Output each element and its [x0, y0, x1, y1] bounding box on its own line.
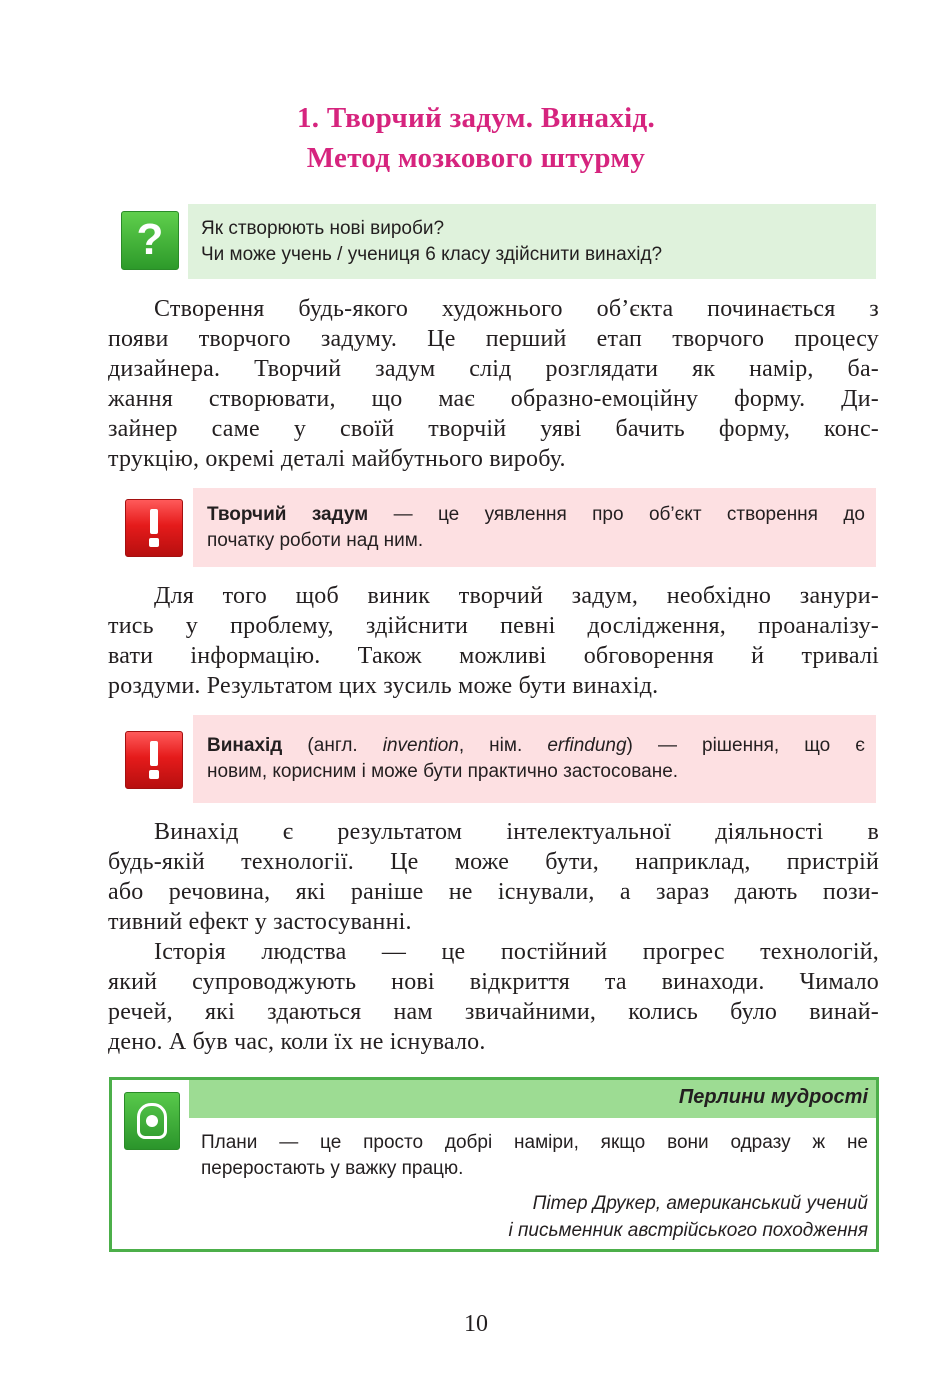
paragraph-line: речей, які здаються нам звичайними, колись було винай-: [108, 999, 879, 1025]
paragraph-line: трукцію, окремі деталі майбутнього виробу.: [108, 446, 566, 472]
definition-text: ) — рішення, що є: [626, 735, 865, 756]
paragraph-line: тивний ефект у застосуванні.: [108, 909, 412, 935]
paragraph-line: жання створювати, що має образно-емоційну форму. Ди-: [108, 386, 879, 412]
page-title: [0, 98, 952, 178]
paragraph-line: будь-якій технології. Це може бути, наприклад, пристрій: [108, 849, 879, 875]
paragraph-line: Історія людства — це постійний прогрес технологій,: [154, 939, 879, 965]
definition-text: , нім.: [458, 735, 548, 756]
paragraph-line: дизайнера. Творчий задум слід розглядати як намір, ба-: [108, 356, 879, 382]
paragraph-line: вати інформацію. Також можливі обговорення й тривалі: [108, 643, 879, 669]
wisdom-box-heading: Перлини мудрості: [678, 1086, 868, 1108]
german-term: erfindung: [547, 735, 627, 756]
paragraph-4: [108, 937, 879, 1057]
question-line-2: Чи може учень / учениця 6 класу здійснити винахід?: [201, 244, 663, 265]
paragraph-line: Створення будь-якого художнього об’єкта починається з: [154, 296, 879, 322]
page-number: 10: [464, 1311, 488, 1337]
definition-text: початку роботи над ним.: [207, 530, 424, 551]
wisdom-quote: [201, 1130, 868, 1182]
question-mark-icon: ?: [121, 211, 179, 270]
wisdom-box: [109, 1077, 879, 1252]
exclamation-icon: [125, 499, 183, 557]
question-box: [188, 204, 876, 279]
paragraph-line: який супроводжують нові відкриття та винаходи. Чимало: [108, 969, 879, 995]
definition-term: Творчий задум: [207, 504, 369, 525]
quote-author: [508, 1190, 868, 1244]
definition-box-creative-idea: [193, 488, 876, 567]
author-line: Пітер Друкер, американський учений: [532, 1193, 868, 1214]
exclamation-icon: [125, 731, 183, 789]
paragraph-line: або речовина, які раніше не існували, а зараз дають пози-: [108, 879, 879, 905]
definition-text: новим, корисним і може бути практично застосоване.: [207, 761, 679, 782]
paragraph-line: Для того щоб виник творчий задум, необхідно занури-: [154, 583, 879, 609]
paragraph-line: роздуми. Результатом цих зусиль може бути винахід.: [108, 673, 659, 699]
paragraph-line: Винахід є результатом інтелектуальної діяльності в: [154, 819, 879, 845]
paragraph-3: [108, 817, 879, 937]
title-line-1: 1. Творчий задум. Винахід.: [296, 102, 656, 134]
definition-text: (англ.: [282, 735, 383, 756]
paragraph-line: появи творчого задуму. Це перший етап творчого процесу: [108, 326, 879, 352]
definition-box-invention: [193, 715, 876, 803]
english-term: invention: [382, 735, 459, 756]
question-line-1: Як створюють нові вироби?: [201, 218, 445, 239]
definition-term: Винахід: [207, 735, 283, 756]
paragraph-line: зайнер саме у своїй творчій уяві бачить форму, конс-: [108, 416, 879, 442]
quote-line: Плани — це просто добрі наміри, якщо вони одразу ж не: [201, 1132, 868, 1153]
paragraph-line: дено. А був час, коли їх не існувало.: [108, 1029, 486, 1055]
quote-line: переростають у важку працю.: [201, 1158, 464, 1179]
wisdom-box-header: [189, 1080, 876, 1118]
title-line-2: Метод мозкового штурму: [306, 142, 646, 174]
pearl-shell-icon: [124, 1092, 180, 1150]
paragraph-1: [108, 294, 879, 474]
paragraph-2: [108, 581, 879, 701]
definition-text: — це уявлення про об’єкт створення до: [368, 504, 865, 525]
paragraph-line: тись у проблему, здійснити певні дослідження, проаналізу-: [108, 613, 879, 639]
author-line: і письменник австрійського походження: [508, 1220, 868, 1241]
